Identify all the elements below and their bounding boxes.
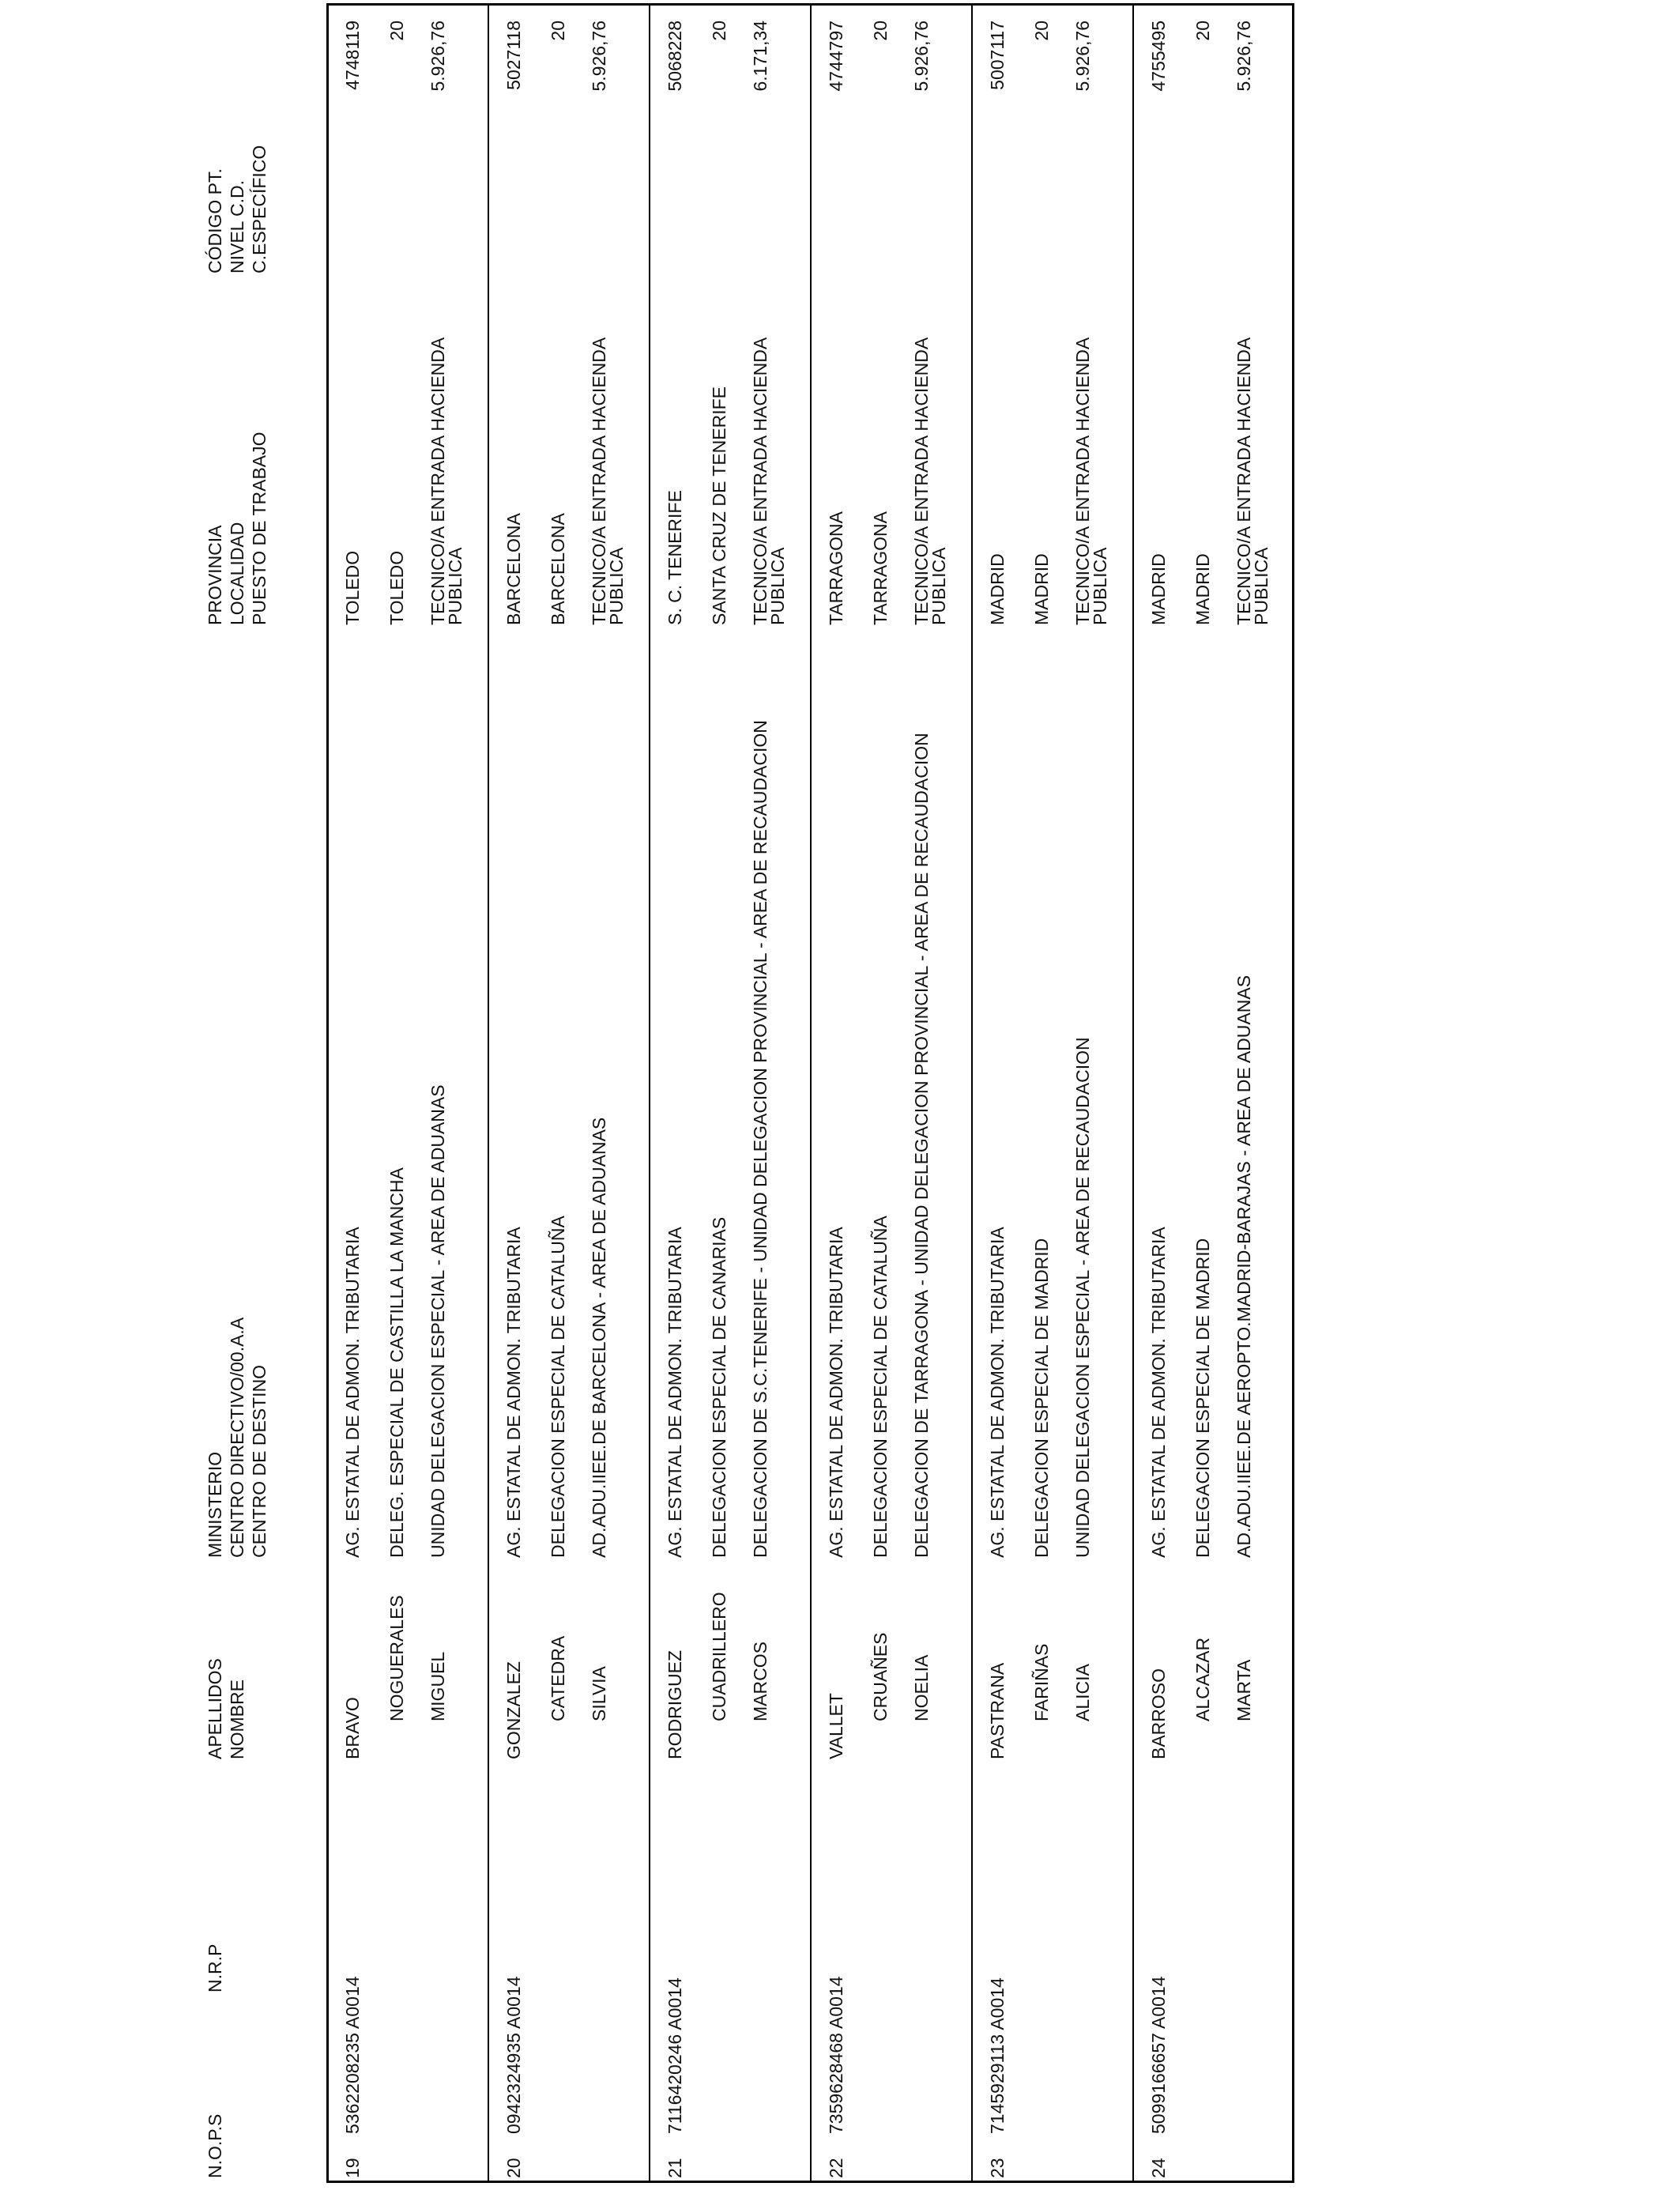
cell-codigo: 5068228 (665, 21, 685, 92)
header-nops: N.O.P.S (205, 2113, 225, 2178)
cell-nombre: ALICIA (1072, 1664, 1093, 1721)
cell-apellido2: CRUAÑES (870, 1632, 891, 1721)
cell-ministerio: AG. ESTATAL DE ADMON. TRIBUTARIA (665, 1227, 685, 1558)
header-provincia-localidad-puesto: PROVINCIA LOCALIDAD PUESTO DE TRABAJO (205, 432, 269, 625)
cell-nops: 23 (987, 2158, 1008, 2178)
cell-nombre: MARTA (1234, 1659, 1254, 1721)
cell-centro-destino: AD.ADU.IIEE.DE AEROPTO.MADRID-BARAJAS - AREA DE ADUANAS (1234, 974, 1254, 1558)
cell-puesto: TECNICO/A ENTRADA HACIENDA PUBLICA (589, 338, 627, 625)
cell-centro-destino: UNIDAD DELEGACION ESPECIAL - AREA DE RECAUDACION (1072, 1037, 1093, 1558)
cell-nrp: 7359628468 A0014 (826, 1976, 846, 2134)
cell-apellido1: BRAVO (342, 1697, 363, 1759)
row-divider (1132, 3, 1134, 2183)
cell-provincia: TOLEDO (342, 550, 363, 625)
cell-provincia: MADRID (987, 553, 1008, 625)
cell-nivel: 20 (1192, 21, 1213, 41)
cell-apellido2: NOGUERALES (386, 1595, 407, 1721)
row-divider (810, 3, 812, 2183)
cell-centro-destino: DELEGACION DE S.C.TENERIFE - UNIDAD DELEGACION PROVINCIAL - AREA DE RECAUDACION (750, 720, 770, 1558)
cell-apellido1: VALLET (826, 1693, 846, 1759)
cell-apellido2: FARIÑAS (1031, 1643, 1052, 1721)
row-divider (649, 3, 650, 2183)
row-divider (971, 3, 973, 2183)
cell-nrp: 0942324935 A0014 (503, 1976, 524, 2134)
cell-apellido1: GONZALEZ (503, 1661, 524, 1759)
cell-especifico: 5.926,76 (1234, 21, 1254, 92)
header-ministerio-centro: MINISTERIO CENTRO DIRECTIVO/00.A.A CENTRO DE DESTINO (205, 1317, 269, 1558)
cell-provincia: S. C. TENERIFE (665, 490, 685, 625)
cell-nombre: MARCOS (750, 1642, 770, 1721)
cell-codigo: 5027118 (503, 21, 524, 90)
cell-puesto: TECNICO/A ENTRADA HACIENDA PUBLICA (1234, 338, 1271, 625)
cell-centro-directivo: DELEGACION ESPECIAL DE CATALUÑA (548, 1216, 568, 1558)
cell-puesto: TECNICO/A ENTRADA HACIENDA PUBLICA (1072, 338, 1110, 625)
cell-ministerio: AG. ESTATAL DE ADMON. TRIBUTARIA (503, 1227, 524, 1558)
cell-nombre: SILVIA (589, 1666, 609, 1721)
cell-codigo: 4744797 (826, 21, 846, 92)
cell-puesto: TECNICO/A ENTRADA HACIENDA PUBLICA (750, 338, 788, 625)
cell-especifico: 5.926,76 (1072, 21, 1093, 92)
cell-centro-destino: UNIDAD DELEGACION ESPECIAL - AREA DE ADUANAS (428, 1084, 448, 1558)
cell-nops: 20 (503, 2158, 524, 2178)
cell-centro-destino: AD.ADU.IIEE.DE BARCELONA - AREA DE ADUANAS (589, 1117, 609, 1558)
cell-especifico: 6.171,34 (750, 21, 770, 92)
cell-centro-destino: DELEGACION DE TARRAGONA - UNIDAD DELEGACION PROVINCIAL - AREA DE RECAUDACION (911, 733, 932, 1558)
cell-puesto: TECNICO/A ENTRADA HACIENDA PUBLICA (428, 338, 465, 625)
cell-nivel: 20 (548, 21, 568, 41)
cell-nivel: 20 (1031, 21, 1052, 41)
cell-codigo: 4748119 (342, 21, 363, 90)
cell-centro-directivo: DELEGACION ESPECIAL DE CATALUÑA (870, 1216, 891, 1558)
cell-nops: 22 (826, 2158, 846, 2178)
cell-puesto: TECNICO/A ENTRADA HACIENDA PUBLICA (911, 338, 949, 625)
cell-localidad: TARRAGONA (870, 511, 891, 625)
cell-nops: 24 (1148, 2158, 1169, 2178)
cell-apellido1: BARROSO (1148, 1668, 1169, 1759)
cell-codigo: 5007117 (987, 21, 1008, 90)
header-apellidos-nombre: APELLIDOS NOMBRE (205, 1658, 247, 1759)
cell-apellido2: CATEDRA (548, 1635, 568, 1721)
cell-apellido2: CUADRILLERO (709, 1592, 729, 1721)
cell-provincia: TARRAGONA (826, 511, 846, 625)
cell-especifico: 5.926,76 (589, 21, 609, 92)
cell-localidad: BARCELONA (548, 513, 568, 625)
header-nrp: N.R.P (205, 1943, 225, 1992)
cell-nrp: 7116420246 A0014 (665, 1977, 685, 2134)
cell-nivel: 20 (709, 21, 729, 41)
cell-nrp: 7145929113 A0014 (987, 1977, 1008, 2134)
row-divider (488, 3, 489, 2183)
cell-apellido1: RODRIGUEZ (665, 1650, 685, 1759)
cell-nombre: NOELIA (911, 1654, 932, 1721)
header-codigo-nivel-especifico: CÓDIGO PT. NIVEL C.D. C.ESPECÍFICO (205, 145, 269, 273)
cell-provincia: BARCELONA (503, 513, 524, 625)
cell-centro-directivo: DELEGACION ESPECIAL DE CANARIAS (709, 1216, 729, 1558)
cell-especifico: 5.926,76 (911, 21, 932, 92)
cell-nrp: 5099166657 A0014 (1148, 1976, 1169, 2134)
cell-localidad: TOLEDO (386, 550, 407, 625)
cell-nops: 21 (665, 2158, 685, 2178)
cell-nrp: 5362208235 A0014 (342, 1976, 363, 2134)
cell-nops: 19 (342, 2158, 363, 2178)
cell-provincia: MADRID (1148, 553, 1169, 625)
cell-localidad: MADRID (1192, 553, 1213, 625)
cell-localidad: MADRID (1031, 553, 1052, 625)
cell-centro-directivo: DELEGACION ESPECIAL DE MADRID (1192, 1238, 1213, 1558)
cell-ministerio: AG. ESTATAL DE ADMON. TRIBUTARIA (1148, 1227, 1169, 1558)
cell-nombre: MIGUEL (428, 1651, 448, 1721)
cell-ministerio: AG. ESTATAL DE ADMON. TRIBUTARIA (342, 1227, 363, 1558)
cell-nivel: 20 (386, 21, 407, 41)
cell-codigo: 4755495 (1148, 21, 1169, 92)
cell-apellido1: PASTRANA (987, 1662, 1008, 1759)
cell-ministerio: AG. ESTATAL DE ADMON. TRIBUTARIA (987, 1227, 1008, 1558)
cell-nivel: 20 (870, 21, 891, 41)
cell-centro-directivo: DELEGACION ESPECIAL DE MADRID (1031, 1238, 1052, 1558)
cell-apellido2: ALCAZAR (1192, 1637, 1213, 1721)
cell-ministerio: AG. ESTATAL DE ADMON. TRIBUTARIA (826, 1227, 846, 1558)
cell-centro-directivo: DELEG. ESPECIAL DE CASTILLA LA MANCHA (386, 1167, 407, 1558)
cell-localidad: SANTA CRUZ DE TENERIFE (709, 386, 729, 625)
cell-especifico: 5.926,76 (428, 21, 448, 92)
